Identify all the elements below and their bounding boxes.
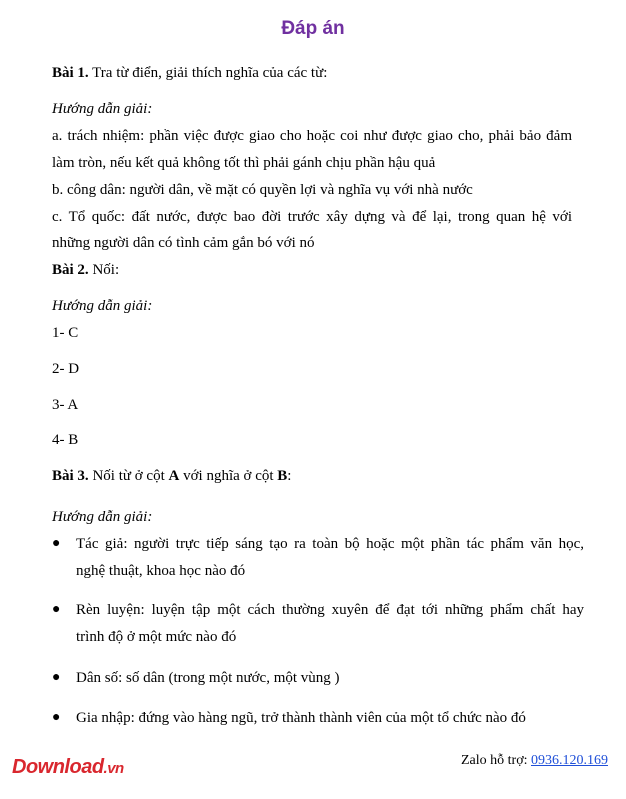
zalo-label: Zalo hỗ trợ:	[461, 753, 531, 768]
bai2-label: Bài 2.	[52, 262, 89, 278]
bai3-question-part1: Nối từ ở cột	[88, 468, 169, 484]
bai3-item-2-line1: Rèn luyện: luyện tập một cách thường xuyên để đạt tới những phẩm chất hay	[76, 602, 584, 618]
download-vn-logo[interactable]	[12, 756, 124, 779]
bai1-answer-c-line2: những người dân có tình cảm gắn bó với nó	[52, 235, 315, 251]
bai3-question-part3: :	[287, 468, 292, 484]
logo-main-text: Download	[12, 756, 104, 778]
bai1-answer-a-line2: làm tròn, nếu kết quả không tốt thì phải gánh chịu phần hậu quả	[52, 155, 436, 171]
bai2-answer-1: 1- C	[52, 325, 79, 341]
bai3-column-a: A	[168, 468, 180, 484]
bai1-question-text: Tra từ điển, giải thích nghĩa của các từ:	[88, 65, 328, 81]
bullet-icon: ●	[52, 536, 61, 551]
bai2-question-text: Nối:	[88, 262, 120, 278]
bai3-label: Bài 3.	[52, 468, 89, 484]
bai2-question	[52, 260, 572, 280]
bullet-icon: ●	[52, 602, 61, 617]
bai3-item-3: Dân số: số dân (trong một nước, một vùng )	[76, 670, 340, 686]
page-title: Đáp án	[281, 18, 345, 39]
zalo-phone-link[interactable]: 0936.120.169	[531, 753, 608, 768]
bai1-answer-b: b. công dân: người dân, về mặt có quyền lợi và nghĩa vụ với nhà nước	[52, 182, 473, 198]
bai1-answer-c-line1: c. Tổ quốc: đất nước, được bao đời trước xây dựng và để lại, trong quan hệ với	[52, 209, 572, 225]
bai2-guide: Hướng dẫn giải:	[52, 298, 153, 314]
zalo-support	[461, 752, 608, 770]
bai3-item-2-line2: trình độ ở một mức nào đó	[76, 629, 237, 645]
bullet-icon: ●	[52, 710, 61, 725]
bai2-answer-4: 4- B	[52, 432, 79, 448]
bai1-answer-a-line1: a. trách nhiệm: phần việc được giao cho hoặc coi như được giao cho, phải bảo đảm	[52, 128, 572, 144]
bai1-guide: Hướng dẫn giải:	[52, 101, 153, 117]
bai3-column-b: B	[277, 468, 288, 484]
bai1-question	[52, 63, 572, 83]
bai3-question	[52, 466, 572, 486]
bai2-answer-2: 2- D	[52, 361, 80, 377]
bai1-label: Bài 1.	[52, 65, 89, 81]
logo-suffix-text: .vn	[103, 760, 124, 777]
bai3-guide: Hướng dẫn giải:	[52, 509, 153, 525]
bai3-item-1-line1: Tác giả: người trực tiếp sáng tạo ra toàn bộ hoặc một phần tác phẩm văn học,	[76, 536, 584, 552]
bai3-item-4: Gia nhập: đứng vào hàng ngũ, trở thành thành viên của một tổ chức nào đó	[76, 710, 526, 726]
bai3-item-1-line2: nghệ thuật, khoa học nào đó	[76, 563, 246, 579]
bai3-question-part2: với nghĩa ở cột	[179, 468, 278, 484]
bullet-icon: ●	[52, 670, 61, 685]
bai2-answer-3: 3- A	[52, 397, 79, 413]
